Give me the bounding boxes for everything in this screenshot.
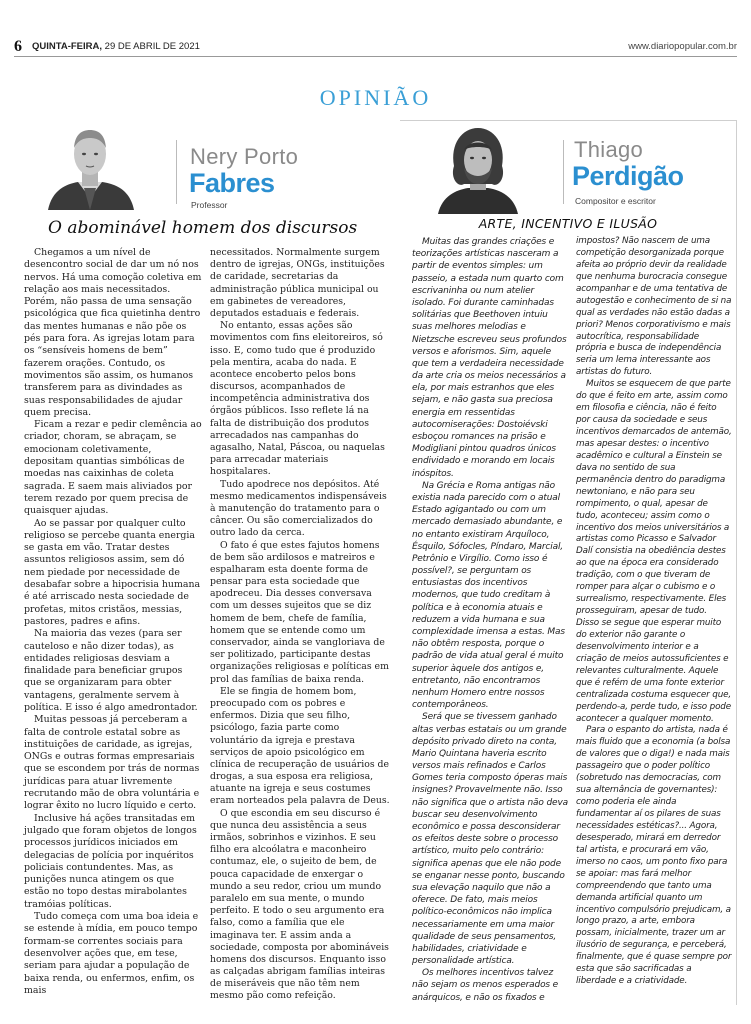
author-last-name-left: Fabres	[189, 168, 275, 198]
paragraph: O que escondia em seu discurso é que nunca deu assistência a seus irmãos, sobrinhos e vizinhos. E seu filho era alcoólatra e maconheiro contumaz, ele, o sujeito de bem, de pouca capacidade de enxergar o mundo a seu redor, criou um mundo paralelo em sua mente, o mundo perfeito. E todo o seu argumento era falso, como a família que ele imaginava ter. E assim anda a sociedade, composta por abomináveis homens dos discursos. Enquanto isso as calçadas abrigam famílias inteiras de miseráveis que não têm nem mesmo pão como refeição.	[210, 807, 389, 1002]
author-last-name-right: Perdigão	[572, 161, 684, 191]
author-first-name-left: Nery Porto	[190, 144, 299, 169]
section-title: OPINIÃO	[319, 85, 432, 110]
header-divider	[14, 56, 737, 57]
edition-date	[32, 41, 200, 52]
author-role-right: Compositor e escritor	[575, 196, 656, 206]
paragraph: Chegamos a um nível de desencontro social de dar um nó nos nervos. Há uma comoção coletiva em relação aos mais necessitados. Porém, não passa de uma sensação psicológica que fica quietinha dentro das mentes humanas e não põe os pés para fora. As igrejas lotam para os “sensíveis homens de bem” fazerem orações. Contudo, os movimentos são assim, os humanos transferem para as divindades as suas responsabilidades de ajudar quem precisa.	[24, 247, 202, 418]
weekday: QUINTA-FEIRA,	[32, 41, 103, 52]
paragraph: Inclusive há ações transitadas em julgado que foram objetos de longos processos jurídicos iniciados em delegacias de polícia por inquéritos policiais contundentes. Mas, as punições nunca atingem os que estão no topo destas mirabolantes tramóias políticas.	[24, 812, 197, 910]
paragraph: impostos? Não nascem de uma competição desorganizada porque afeita ao próprio devir da realidade que nenhuma burocracia consegue acompanhar e de uma tentativa de autogestão e conhecimento de si na qual as verdades não estão dadas a priori? Menos corporativismo e mais autocrítica, responsabilidade própria e busca de independência seria um lema interessante aos artistas do futuro.	[576, 236, 732, 378]
author-photo-right	[432, 122, 524, 214]
paragraph: Os melhores incentivos talvez não sejam os menos esperados e anárquicos, e não os fixados e	[412, 968, 559, 1003]
paragraph: Na maioria das vezes (para ser cauteloso e não dizer todas), as entidades religiosas desviam a finalidade para beneficiar grupos que se organizaram para obter vantagens, geralmente servem à política. E isso é algo amedrontador.	[24, 628, 198, 713]
author-photo-left	[44, 118, 136, 210]
article-right-column-2	[576, 236, 732, 988]
article-headline-left: O abominável homem dos discursos	[48, 218, 358, 238]
paragraph: Ao se passar por qualquer culto religioso se percebe quanta energia se gasta em vão. Tratar destes assuntos religiosos assim, sem dó nem piedade por necessidade de desabafar sobre a hipocrisia humana é até arriscado nesta sociedade de profetas, mitos cristãos, messias, pastores, padres e afins.	[24, 517, 201, 627]
paragraph: necessitados. Normalmente surgem dentro de igrejas, ONGs, instituições de caridade, secretarias da administração pública municipal ou em gabinetes de vereadores, deputados estaduais e federais.	[210, 247, 385, 319]
paragraph: Será que se tivessem ganhado altas verbas estatais ou um grande depósito privado direto na conta, Mario Quintana haveria escrito versos mais refinados e Carlos Gomes teria composto óperas mais insignes? Provavelmente não. Isso não significa que o artista não deva buscar seu desenvolvimento econômico e possa desconsiderar os efeitos deste sobre o processo artístico, muito pelo contrário: significa apenas que ele não pode se enganar nesse ponto, buscando sua elevação naquilo que não a oferece. De fato, mais meios político-econômicos não implica necessariamente em uma maior qualidade de seus pensamentos, habilidades, criatividade e personalidade artística.	[412, 712, 568, 967]
paragraph: Ele se fingia de homem bom, preocupado com os pobres e enfermos. Dizia que seu filho, psicólogo, fazia parte como voluntário da igreja e prestava serviços de apoio psicológico em clínica de recuperação de usuários de drogas, a sua esposa era religiosa, atuante na igreja e seus costumes eram norteados pela palavra de Deus.	[210, 685, 390, 807]
site-url[interactable]: www.diariopopular.com.br	[628, 41, 737, 52]
article-left-column-2	[210, 247, 390, 1003]
paragraph: Para o espanto do artista, nada é mais fluido que a economia (a bolsa de valores que o diga!) e nada mais passageiro que o poder político (sobretudo nas democracias, com sua alternância de governantes): como poderia ele ainda fundamentar aí os pilares de suas necessidades estéticas?... Agora, desesperado, mirará em derredor tal artista, e procurará em vão, imerso no caos, um ponto fixo para se apoiar: mas fará melhor compreendendo que tanto uma demanda artificial quanto um incentivo compulsório prejudicam, a longo prazo, a arte, embora possam, inicialmente, trazer um ar ilusório de segurança, e perceberá, finalmente, que é quase sempre por esta que são sacrificadas a liberdade e a criatividade.	[576, 725, 732, 987]
paragraph: Muitas das grandes criações e teorizações artísticas nasceram a partir de eventos simples: um passeio, a estada num quarto com escrivaninha ou num atelier isolado. Foi durante caminhadas solitárias que Beethoven intuiu suas melhores melodias e Nietzsche escreveu seus profundos versos e aforismos. Sim, aquele que tem a verdadeira necessidade da arte cria os meios necessários a ela, por mais estranhos que eles sejam, e não gasta sua preciosa energia em ressentidas autocomiserações: Dostoiévski esboçou romances na prisão e Modigliani pintou quadros únicos endividado e morando em locais inóspitos.	[412, 237, 567, 479]
article-right-column-1	[412, 236, 568, 1004]
paragraph: Na Grécia e Roma antigas não existia nada parecido com o atual Estado agigantado ou com um mercado demasiado abundante, e no entanto existiram Arquíloco, Ésquilo, Sófocles, Píndaro, Marcial, Petrônio e Virgílio. Como isso é possível?, se perguntam os entusiastas dos incentivos modernos, que tudo creditam à política e à economia atuais e reduzem a vida humana e sua complexidade imensa a estas. Mas não obtêm resposta, porque o padrão de vida atual geral é muito superior àquele dos antigos e, entretanto, não encontramos nenhum Homero entre nossos contemporâneos.	[412, 480, 565, 711]
article-headline-right: ARTE, INCENTIVO E ILUSÃO	[478, 216, 658, 231]
paragraph: O fato é que estes fajutos homens de bem são ardilosos e matreiros e espalharam esta doente forma de pensar para esta sociedade que apodreceu. Dia desses conversava com um desses sujeitos que se diz homem de bem, chefe de família, homem que se entende como um conservador, ainda se vangloriava de ser politizado, participante destas organizações religiosas e políticas em prol das famílias de baixa renda.	[210, 539, 389, 685]
paragraph: No entanto, essas ações são movimentos com fins eleitoreiros, só isso. E, como tudo que é produzido pela mentira, acaba do nada. E acontece encoberto pelos bons discursos, acompanhados de incompetência administrativa dos órgãos públicos. Isso reflete lá na falta de distribuição dos produtos arrecadados nas campanhas do agasalho, Natal, Páscoa, ou naquelas para arrecadar materiais hospitalares.	[210, 320, 385, 478]
author-first-name-right: Thiago	[574, 137, 644, 162]
paragraph: Tudo apodrece nos depósitos. Até mesmo medicamentos indispensáveis à manutenção do tratamento para o câncer. Ou são comercializados do outro lado da cerca.	[210, 478, 387, 539]
author-divider-left	[176, 140, 177, 204]
paragraph: Tudo começa com uma boa ideia e se estende à mídia, em pouco tempo formam-se correntes sociais para desenvolver ações que, em tese, seriam para ajudar a população de baixa renda, ou enfermos, enfim, os mais	[24, 911, 199, 996]
date: 29 DE ABRIL DE 2021	[104, 41, 200, 52]
paragraph: Ficam a rezar e pedir clemência ao criador, choram, se abraçam, se emocionam coletivamente, depositam quantias simbólicas de moedas nas caixinhas de coleta sagrada. E saem mais aliviados por terem rezado por quem precisa de quaisquer ajudas.	[24, 419, 202, 517]
author-divider-right	[563, 140, 564, 204]
page-number: 6	[14, 38, 22, 55]
author-role-left: Professor	[191, 200, 228, 210]
paragraph: Muitos se esquecem de que parte do que é feito em arte, assim como em filosofia e ciência, não é feito por causa da sociedade e seus incentivos demarcados de antemão, mas apesar destes: o incentivo acadêmico e cultural a Einstein se dava no sentido de sua permanência dentro do paradigma newtoniano, e não para seu rompimento, o qual, apesar de tudo, aconteceu; assim como o incentivo dos meios universitários a artistas como Picasso e Salvador Dalí consistia na obediência destes ao que na época era considerado tradição, com o que tiveram de romper para alçar o cubismo e o surrealismo, respectivamente. Eles prosseguiram, apesar de tudo. Disso se segue que esperar muito do exterior não garante o desenvolvimento interior e a criação de meios autossuficientes e relevantes culturalmente. Aquele que é refém de uma fonte exterior centralizada costuma esquecer que, perdendo-a, perde tudo, e isso pode acontecer a qualquer momento.	[576, 379, 732, 724]
article-left-column-1	[24, 247, 202, 997]
paragraph: Muitas pessoas já perceberam a falta de controle estatal sobre as instituições de caridade, as igrejas, ONGs e outras formas empresariais que se escondem por trás de normas jurídicas para atuar livremente recrutando mão de obra voluntária e lograr êxito no lucro líquido e certo.	[24, 714, 200, 812]
